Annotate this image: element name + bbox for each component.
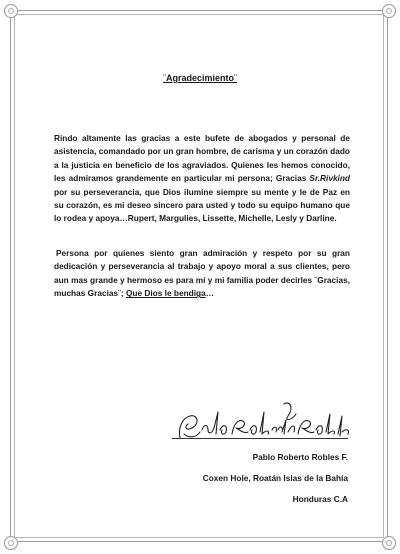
document-title: ¨Agradecimiento¨ bbox=[162, 73, 237, 83]
handwritten-signature bbox=[174, 394, 354, 444]
corner-ornament-bottom-left bbox=[4, 536, 18, 550]
signer-location: Coxen Hole, Roatán Islas de la Bahía bbox=[202, 473, 348, 483]
paragraph-admiration bbox=[54, 247, 350, 301]
blessing-ellipsis: … bbox=[205, 288, 214, 299]
paragraph-thanks-intro: Rindo altamente las gracias a este bufete de abogados y personal de asistencia, comandado por un gran hombre, de carisma y un corazón dado a la justicia en beneficio de los agraviados. Quienes les hemos conocido, les admiramos grandemente en particular mi persona; Gracias bbox=[54, 133, 350, 184]
recipient-name: Sr.Rivkind bbox=[309, 173, 350, 184]
paragraph-thanks bbox=[54, 132, 350, 226]
signer-name: Pablo Roberto Robles F. bbox=[252, 452, 348, 462]
paragraph-admiration-text: Persona por quienes siento gran admiración y respeto por su gran dedicación y perseverancia al trabajo y apoyo moral a sus clientes, pero aun mas grande y hermoso es para mí y mi familia poder decirles ¨Gracias, muchas Gracias¨; bbox=[54, 248, 350, 299]
blessing-text: Que Dios le bendiga bbox=[125, 288, 206, 299]
corner-ornament-bottom-right bbox=[382, 536, 396, 550]
signer-country: Honduras C.A bbox=[292, 494, 348, 504]
corner-ornament-top-right bbox=[382, 4, 396, 18]
corner-ornament-top-left bbox=[4, 4, 18, 18]
paragraph-thanks-rest: por su perseverancia, que Dios ilumine siempre su mente y le de Paz en su corazón, es mi deseo sincero para usted y todo su equipo humano que lo rodea y apoya…Rupert, Margulies, Lissette, Michelle, Lesly y Darline. bbox=[54, 186, 350, 224]
signature-line bbox=[172, 438, 348, 439]
